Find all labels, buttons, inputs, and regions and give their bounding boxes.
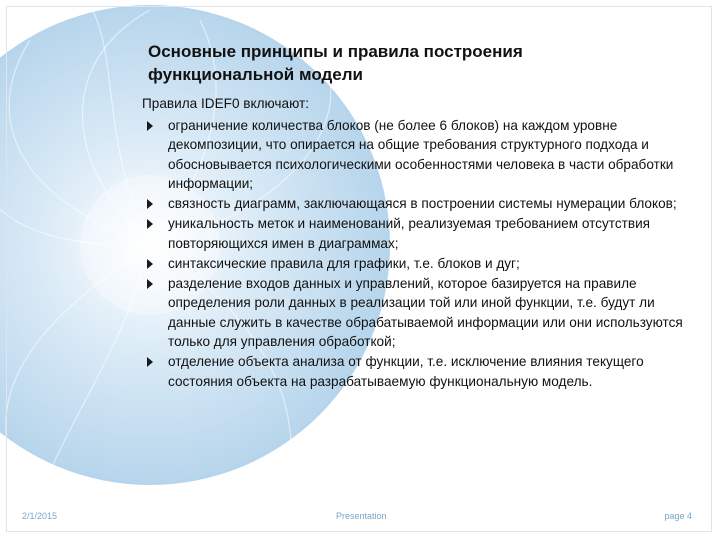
list-item-text: ограничение количества блоков (не более 6 блоков) на каждом уровне декомпозиции, что опирается на общие требования структурного подхода и обосновывается психологическими особенностями человека в части обработки информации; [168, 117, 674, 191]
list-item [142, 254, 698, 274]
list-item [142, 352, 698, 391]
title-line-2: функциональной модели [148, 65, 363, 84]
arrow-bullet-icon [147, 219, 153, 229]
title-line-1: Основные принципы и правила построения [148, 42, 523, 61]
arrow-bullet-icon [147, 199, 153, 209]
list-item [142, 116, 698, 194]
intro-text: Правила IDEF0 включают: [142, 96, 309, 111]
slide-title [148, 40, 668, 86]
footer-presentation-label: Presentation [336, 511, 387, 521]
list-item-text: связность диаграмм, заключающаяся в построении системы нумерации блоков; [168, 196, 677, 211]
footer-page-number: page 4 [664, 511, 692, 521]
list-item [142, 194, 698, 214]
arrow-bullet-icon [147, 279, 153, 289]
list-item-text: отделение объекта анализа от функции, т.е. исключение влияния текущего состояния объекта на разрабатываемую функциональную модель. [168, 354, 644, 389]
list-item-text: уникальность меток и наименований, реализуемая требованием отсутствия повторяющихся имен в диаграммах; [168, 216, 651, 251]
list-item [142, 274, 698, 352]
arrow-bullet-icon [147, 357, 153, 367]
list-item-text: синтаксические правила для графики, т.е. блоков и дуг; [168, 255, 520, 271]
arrow-bullet-icon [147, 121, 153, 131]
arrow-bullet-icon [147, 259, 153, 269]
list-item-text: разделение входов данных и управлений, которое базируется на правиле определения роли данных в реализации той или иной функции, т.е. будут ли данные служить в качестве обрабатываемой информации или они используются только для управления обработкой; [168, 275, 683, 349]
list-item [142, 214, 698, 253]
rules-list [142, 116, 698, 392]
slide-body [142, 94, 698, 392]
footer-date: 2/1/2015 [22, 511, 58, 521]
